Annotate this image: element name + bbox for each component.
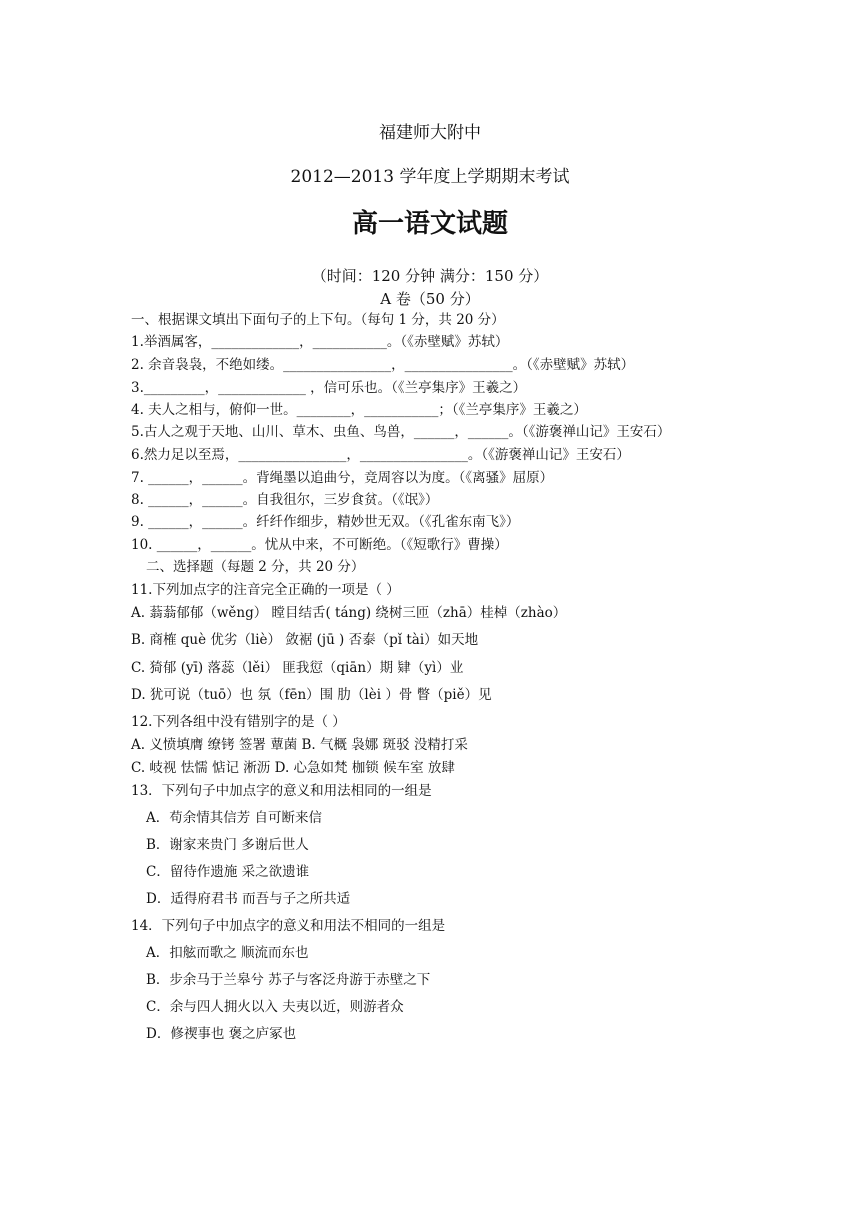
question-stem: 12.下列各组中没有错别字的是（ ） [131, 714, 346, 730]
fill-item: 7. ______，______。背绳墨以追曲兮，竞周容以为度。（《离骚》屈原） [131, 470, 554, 486]
question-option: A．扣舷而歌之 顺流而东也 [146, 945, 309, 961]
fill-item: 5.古人之观于天地、山川、草木、虫鱼、鸟兽，______，______。（《游褒禅山记》王安石） [131, 424, 671, 440]
question-option: D．适得府君书 而吾与子之所共适 [146, 891, 351, 907]
fill-item: 9. ______，______。纤纤作细步，精妙世无双。（《孔雀东南飞》） [131, 514, 520, 530]
school-name: 福建师大附中 [379, 123, 481, 143]
fill-item: 4. 夫人之相与，俯仰一世。________，___________；（《兰亭集序》王羲之） [131, 402, 587, 418]
time-score-line: （时间：120 分钟 满分：150 分） [311, 267, 549, 285]
question-option: B. 商榷 què 优劣（liè） 敛裾 (jū ) 否泰（pǐ tài）如天地 [131, 632, 479, 648]
question-option: C．留待作遗施 采之欲遗谁 [146, 864, 310, 880]
part-a-heading: A 卷（50 分） [380, 290, 480, 308]
question-option: D. 犹可说（tuō）也 氛（fēn）围 肋（lèi ）骨 瞥（piě）见 [131, 687, 492, 703]
question-option: C. 猗郁 (yī) 落蕊（lěi） 匪我愆（qiān）期 肄（yì）业 [131, 660, 464, 676]
question-option: A. 义愤填膺 缭铐 签署 蕈菌 B. 气概 袅娜 斑驳 没精打采 [131, 737, 468, 753]
question-option: C. 岐视 怯懦 惦记 淅沥 D. 心急如梵 枷锁 候车室 放肆 [131, 760, 455, 776]
question-option: A．苟余情其信芳 自可断来信 [146, 810, 323, 826]
fill-item: 2. 余音袅袅，不绝如缕。________________，________________。（《赤壁赋》苏轼） [131, 357, 635, 373]
page-title: 高一语文试题 [351, 209, 508, 239]
question-stem: 11.下列加点字的注音完全正确的一项是（ ） [131, 582, 400, 598]
question-option: A. 蓊蓊郁郁（wěng） 瞠目结舌( táng) 绕树三匝（zhā）桂棹（zhào） [131, 605, 567, 621]
section2-heading: 二、选择题（每题 2 分，共 20 分） [146, 559, 365, 575]
question-stem: 13．下列句子中加点字的意义和用法相同的一组是 [131, 783, 432, 799]
question-option: B．谢家来贵门 多谢后世人 [146, 837, 309, 853]
question-option: B．步余马于兰皋兮 苏子与客泛舟游于赤壁之下 [146, 972, 431, 988]
question-option: D．修禊事也 褒之庐冢也 [146, 1026, 297, 1042]
fill-item: 10. ______，______。忧从中来，不可断绝。（《短歌行》曹操） [131, 537, 508, 553]
fill-item: 3._________，_____________ ，信可乐也。（《兰亭集序》王羲之） [131, 380, 527, 396]
fill-item: 8. ______，______。自我徂尔，三岁食贫。（《氓》） [131, 492, 439, 508]
section1-heading: 一、根据课文填出下面句子的上下句。（每句 1 分，共 20 分） [131, 312, 505, 328]
fill-item: 1.举酒属客，_____________，___________。（《赤壁赋》苏轼） [131, 334, 509, 350]
question-stem: 14．下列句子中加点字的意义和用法不相同的一组是 [131, 918, 446, 934]
exam-term: 2012—2013 学年度上学期期末考试 [290, 167, 570, 187]
question-option: C．余与四人拥火以入 夫夷以近，则游者众 [146, 999, 404, 1015]
fill-item: 6.然力足以至焉，________________，________________。（《游褒禅山记》王安石） [131, 447, 630, 463]
